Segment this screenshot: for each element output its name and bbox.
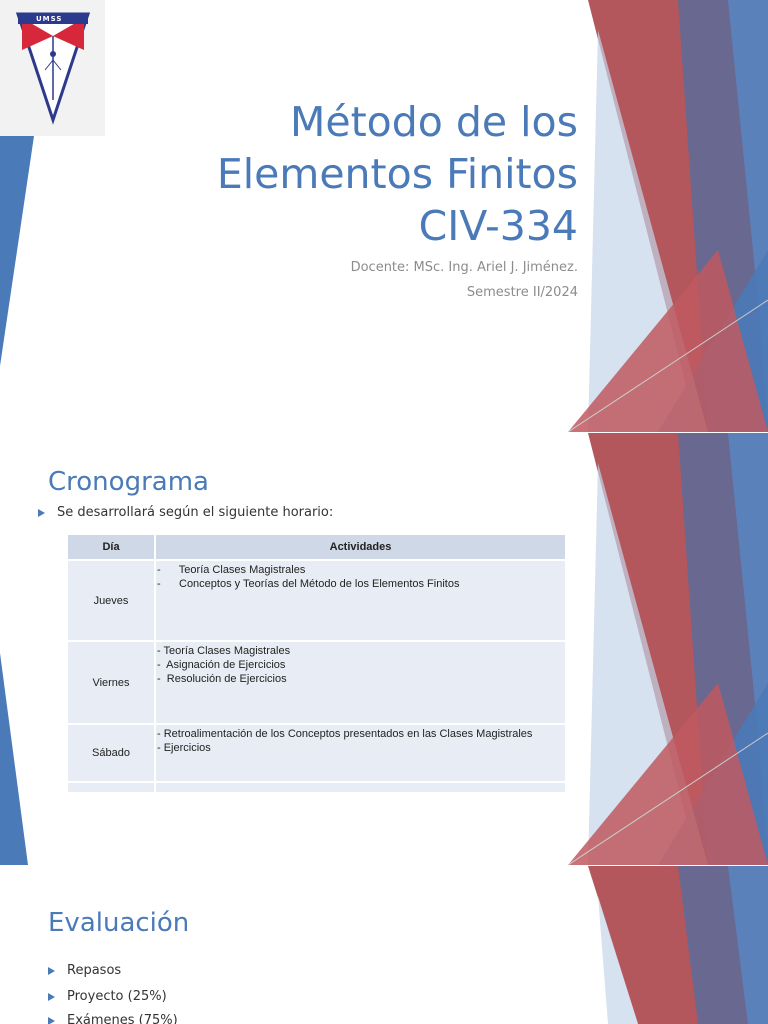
day-cell: Jueves [68, 560, 155, 641]
activity-item: - Teoría Clases Magistrales [157, 645, 291, 657]
day-cell: Sábado [68, 724, 155, 782]
activity-item: - Retroalimentación de los Conceptos presentados en las Clases Magistrales [157, 728, 533, 740]
activities-cell [155, 560, 566, 641]
docente-text: Docente: MSc. Ing. Ariel J. Jiménez. [350, 260, 578, 275]
bullet-arrow-icon [48, 1017, 55, 1024]
eval-bullet [48, 1013, 178, 1024]
activities-cell-empty [155, 782, 566, 793]
bullet-arrow-icon [48, 967, 55, 975]
bullet-arrow-icon [48, 993, 55, 1001]
header-actividades: Actividades [155, 535, 566, 560]
decorative-triangles [568, 866, 768, 1024]
day-cell-empty [68, 782, 155, 793]
title-slide [0, 0, 768, 432]
table-header-row [68, 535, 566, 560]
eval-bullet [48, 963, 121, 978]
bullet-arrow-icon [38, 509, 45, 517]
semestre-text: Semestre II/2024 [466, 285, 578, 300]
table-row-empty [68, 782, 566, 793]
table-row [68, 560, 566, 641]
day-cell: Viernes [68, 641, 155, 724]
section-title: Cronograma [48, 467, 209, 497]
activity-item: - Resolución de Ejercicios [157, 673, 287, 685]
title-line-1: Método de los [289, 98, 578, 146]
bullet-text: Proyecto (25%) [67, 989, 167, 1004]
left-blue-stripe [0, 136, 34, 432]
activities-cell [155, 641, 566, 724]
activity-item: - Ejercicios [157, 742, 211, 754]
title-line-2: Elementos Finitos [216, 150, 578, 198]
section-title: Evaluación [48, 908, 190, 938]
logo-text: UMSS [36, 15, 63, 23]
bullet-text: Repasos [67, 963, 122, 978]
activity-item: - Conceptos y Teorías del Método de los Elementos Finitos [157, 578, 460, 590]
university-logo [0, 0, 105, 136]
left-blue-stripe [0, 433, 34, 865]
schedule-table [68, 535, 567, 794]
presentation-title [158, 96, 578, 252]
decorative-triangles [568, 0, 768, 432]
header-dia: Día [68, 535, 155, 560]
decorative-triangles [568, 433, 768, 865]
eval-bullet [48, 989, 167, 1004]
activity-item: - Asignación de Ejercicios [157, 659, 286, 671]
bullet-text: Exámenes (75%) [67, 1013, 178, 1024]
activity-item: - Teoría Clases Magistrales [157, 564, 306, 576]
evaluacion-slide [0, 866, 768, 1024]
bullet-text: Se desarrollará según el siguiente horario: [57, 505, 334, 520]
activities-cell [155, 724, 566, 782]
table-row [68, 641, 566, 724]
intro-bullet [38, 505, 333, 520]
cronograma-slide [0, 433, 768, 865]
title-line-3: CIV-334 [418, 202, 578, 250]
table-row [68, 724, 566, 782]
